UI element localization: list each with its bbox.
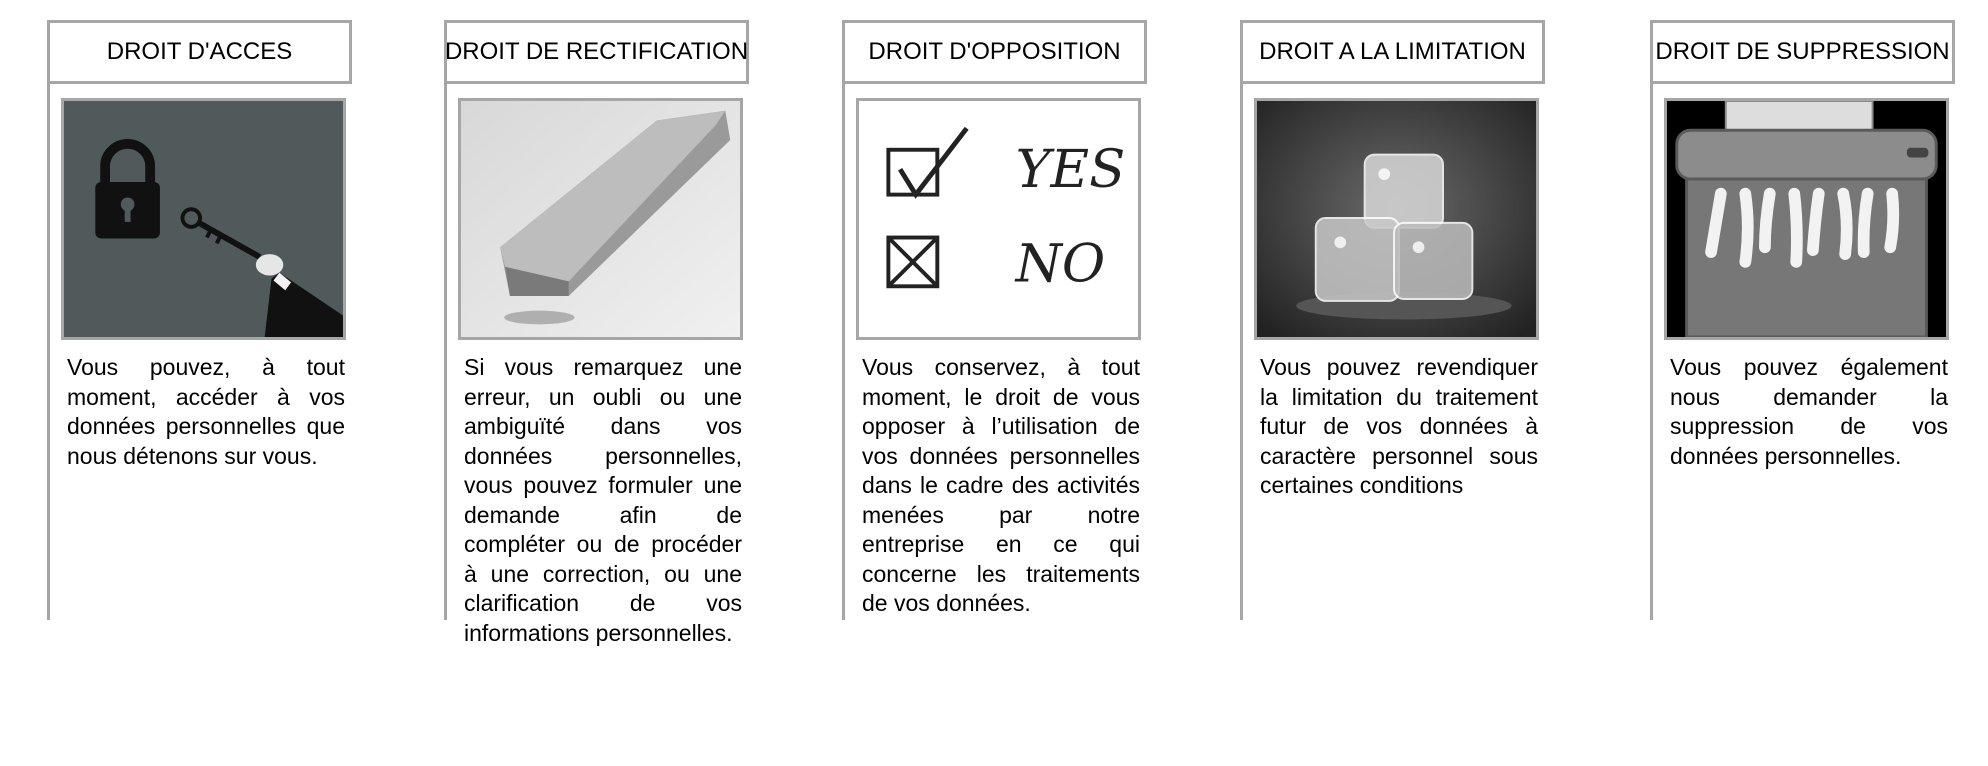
- paper-shredder-icon: [1664, 98, 1949, 340]
- card-title: DROIT A LA LIMITATION: [1240, 20, 1545, 84]
- padlock-key-icon: [61, 98, 346, 340]
- card-title: DROIT D'ACCES: [47, 20, 352, 84]
- card-title: DROIT DE SUPPRESSION: [1650, 20, 1955, 84]
- yes-label: YES: [1015, 138, 1126, 200]
- eraser-icon: [458, 98, 743, 340]
- right-card-opposition: [842, 20, 1147, 620]
- card-border-line: [1650, 20, 1653, 620]
- card-title: DROIT D'OPPOSITION: [842, 20, 1147, 84]
- card-border-line: [47, 20, 50, 620]
- no-label: NO: [1015, 233, 1106, 295]
- right-card-limitation: [1240, 20, 1545, 620]
- ice-cubes-icon: [1254, 98, 1539, 340]
- card-border-line: [1240, 20, 1243, 620]
- card-description: Vous pouvez revendiquer la limitation du traitement futur de vos données à caractère personnel sous certaines conditions: [1260, 354, 1538, 498]
- card-description: Vous conservez, à tout moment, le droit de vous opposer à l’utilisation de vos données personnelles dans le cadre des activités menées par notre entreprise en ce qui concerne les traitements de vos données.: [862, 354, 1140, 616]
- right-card-access: [47, 20, 352, 620]
- card-border-line: [444, 20, 447, 620]
- card-description: Vous pouvez, à tout moment, accéder à vos données personnelles que nous détenons sur vous.: [67, 354, 345, 469]
- card-title: DROIT DE RECTIFICATION: [444, 20, 749, 84]
- card-description: Si vous remarquez une erreur, un oubli ou une ambiguïté dans vos données personnelles, vous pouvez formuler une demande afin de compléter ou de procéder à une correction, ou une clarification de vos informations personnelles.: [464, 354, 742, 646]
- right-card-suppression: [1650, 20, 1955, 620]
- yes-no-checkbox-icon: [856, 98, 1141, 340]
- card-description: Vous pouvez également nous demander la suppression de vos données personnelles.: [1670, 354, 1948, 469]
- card-border-line: [842, 20, 845, 620]
- right-card-rectification: [444, 20, 749, 646]
